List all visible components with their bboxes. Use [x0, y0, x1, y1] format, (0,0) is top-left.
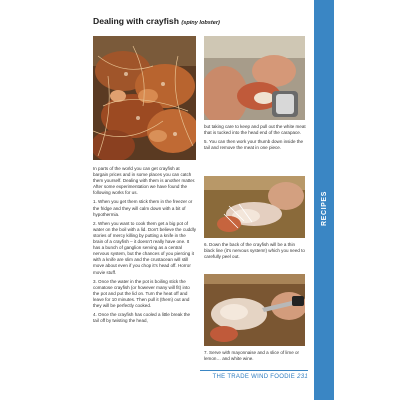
footer-divider [200, 370, 308, 371]
step-4-continued: but taking care to keep and pull out the white meat that is tucked into the head end of the carapace. [204, 124, 306, 136]
section-sidebar [314, 0, 334, 400]
left-column [93, 166, 196, 327]
title-subtitle: (spiny lobster) [181, 20, 220, 26]
footer-book-title: THE TRADE WIND FOODIE [212, 374, 296, 380]
crayfish-in-pot-image [93, 36, 196, 160]
crayfish-pot-photo [93, 36, 196, 160]
right-column-bottom [204, 350, 306, 365]
right-column-top [204, 124, 306, 154]
step-4-text: 4. Once the crayfish has cooled a little break the tail off by twisting the head, [93, 312, 191, 324]
section-label [314, 178, 334, 238]
hands-holding-crayfish-image [204, 36, 305, 120]
section-label-text: RECIPES [320, 190, 328, 226]
step-6-text: 6. Down the back of the crayfish will be a thin black line (it's nervous system!) which you need to carefully peel out. [204, 242, 305, 260]
step-2-text: 2. When you want to cook them get a big pot of water on the boil with a lid. Don't believe the cuddly stories of mercy killing by putting a knife in the brain of a crayfish – it doesn't really have one. It has a bunch of ganglion serving as a central nervous system, but the chances of you piercing it with a knife are slim and the crustacean will still move about even if you chop it's head off. Horror movie stuff. [93, 220, 196, 275]
step-7-text: 7. Serve with mayonnaise and a slice of lime or lemon… and white wine. [204, 350, 300, 362]
page-title [93, 16, 220, 26]
title-text: Dealing with crayfish [93, 16, 179, 26]
vein-removal-photo [204, 274, 305, 346]
step-1-text: 1. When you get them stick them in the freezer or the fridge and they will calm down with a bit of hypothermia. [93, 199, 193, 217]
hand-with-knife-image [204, 274, 305, 346]
step-3-text: 3. Once the water in the pot is boiling stick the comatose crayfish (or however many will fit) into the pot and put the lid on. Turn the heat off and leave for 10 minutes. Then pull it (them) out and they will be perfectly cooked. [93, 278, 190, 308]
page-footer [200, 374, 308, 380]
intro-text: In parts of the world you can get crayfish at bargain prices and in some places you can catch them yourself. Dealing with them is another matter. After some experimentation we have found the following works for us. [93, 166, 196, 196]
crayfish-tail-meat-image [204, 176, 305, 238]
tail-meat-photo [204, 176, 305, 238]
right-column-middle [204, 242, 306, 263]
page-number: 231 [297, 374, 308, 380]
tail-removal-photo [204, 36, 305, 120]
step-5-text: 5. You can then work your thumb down inside the tail and remove the meat in one piece. [204, 139, 304, 151]
